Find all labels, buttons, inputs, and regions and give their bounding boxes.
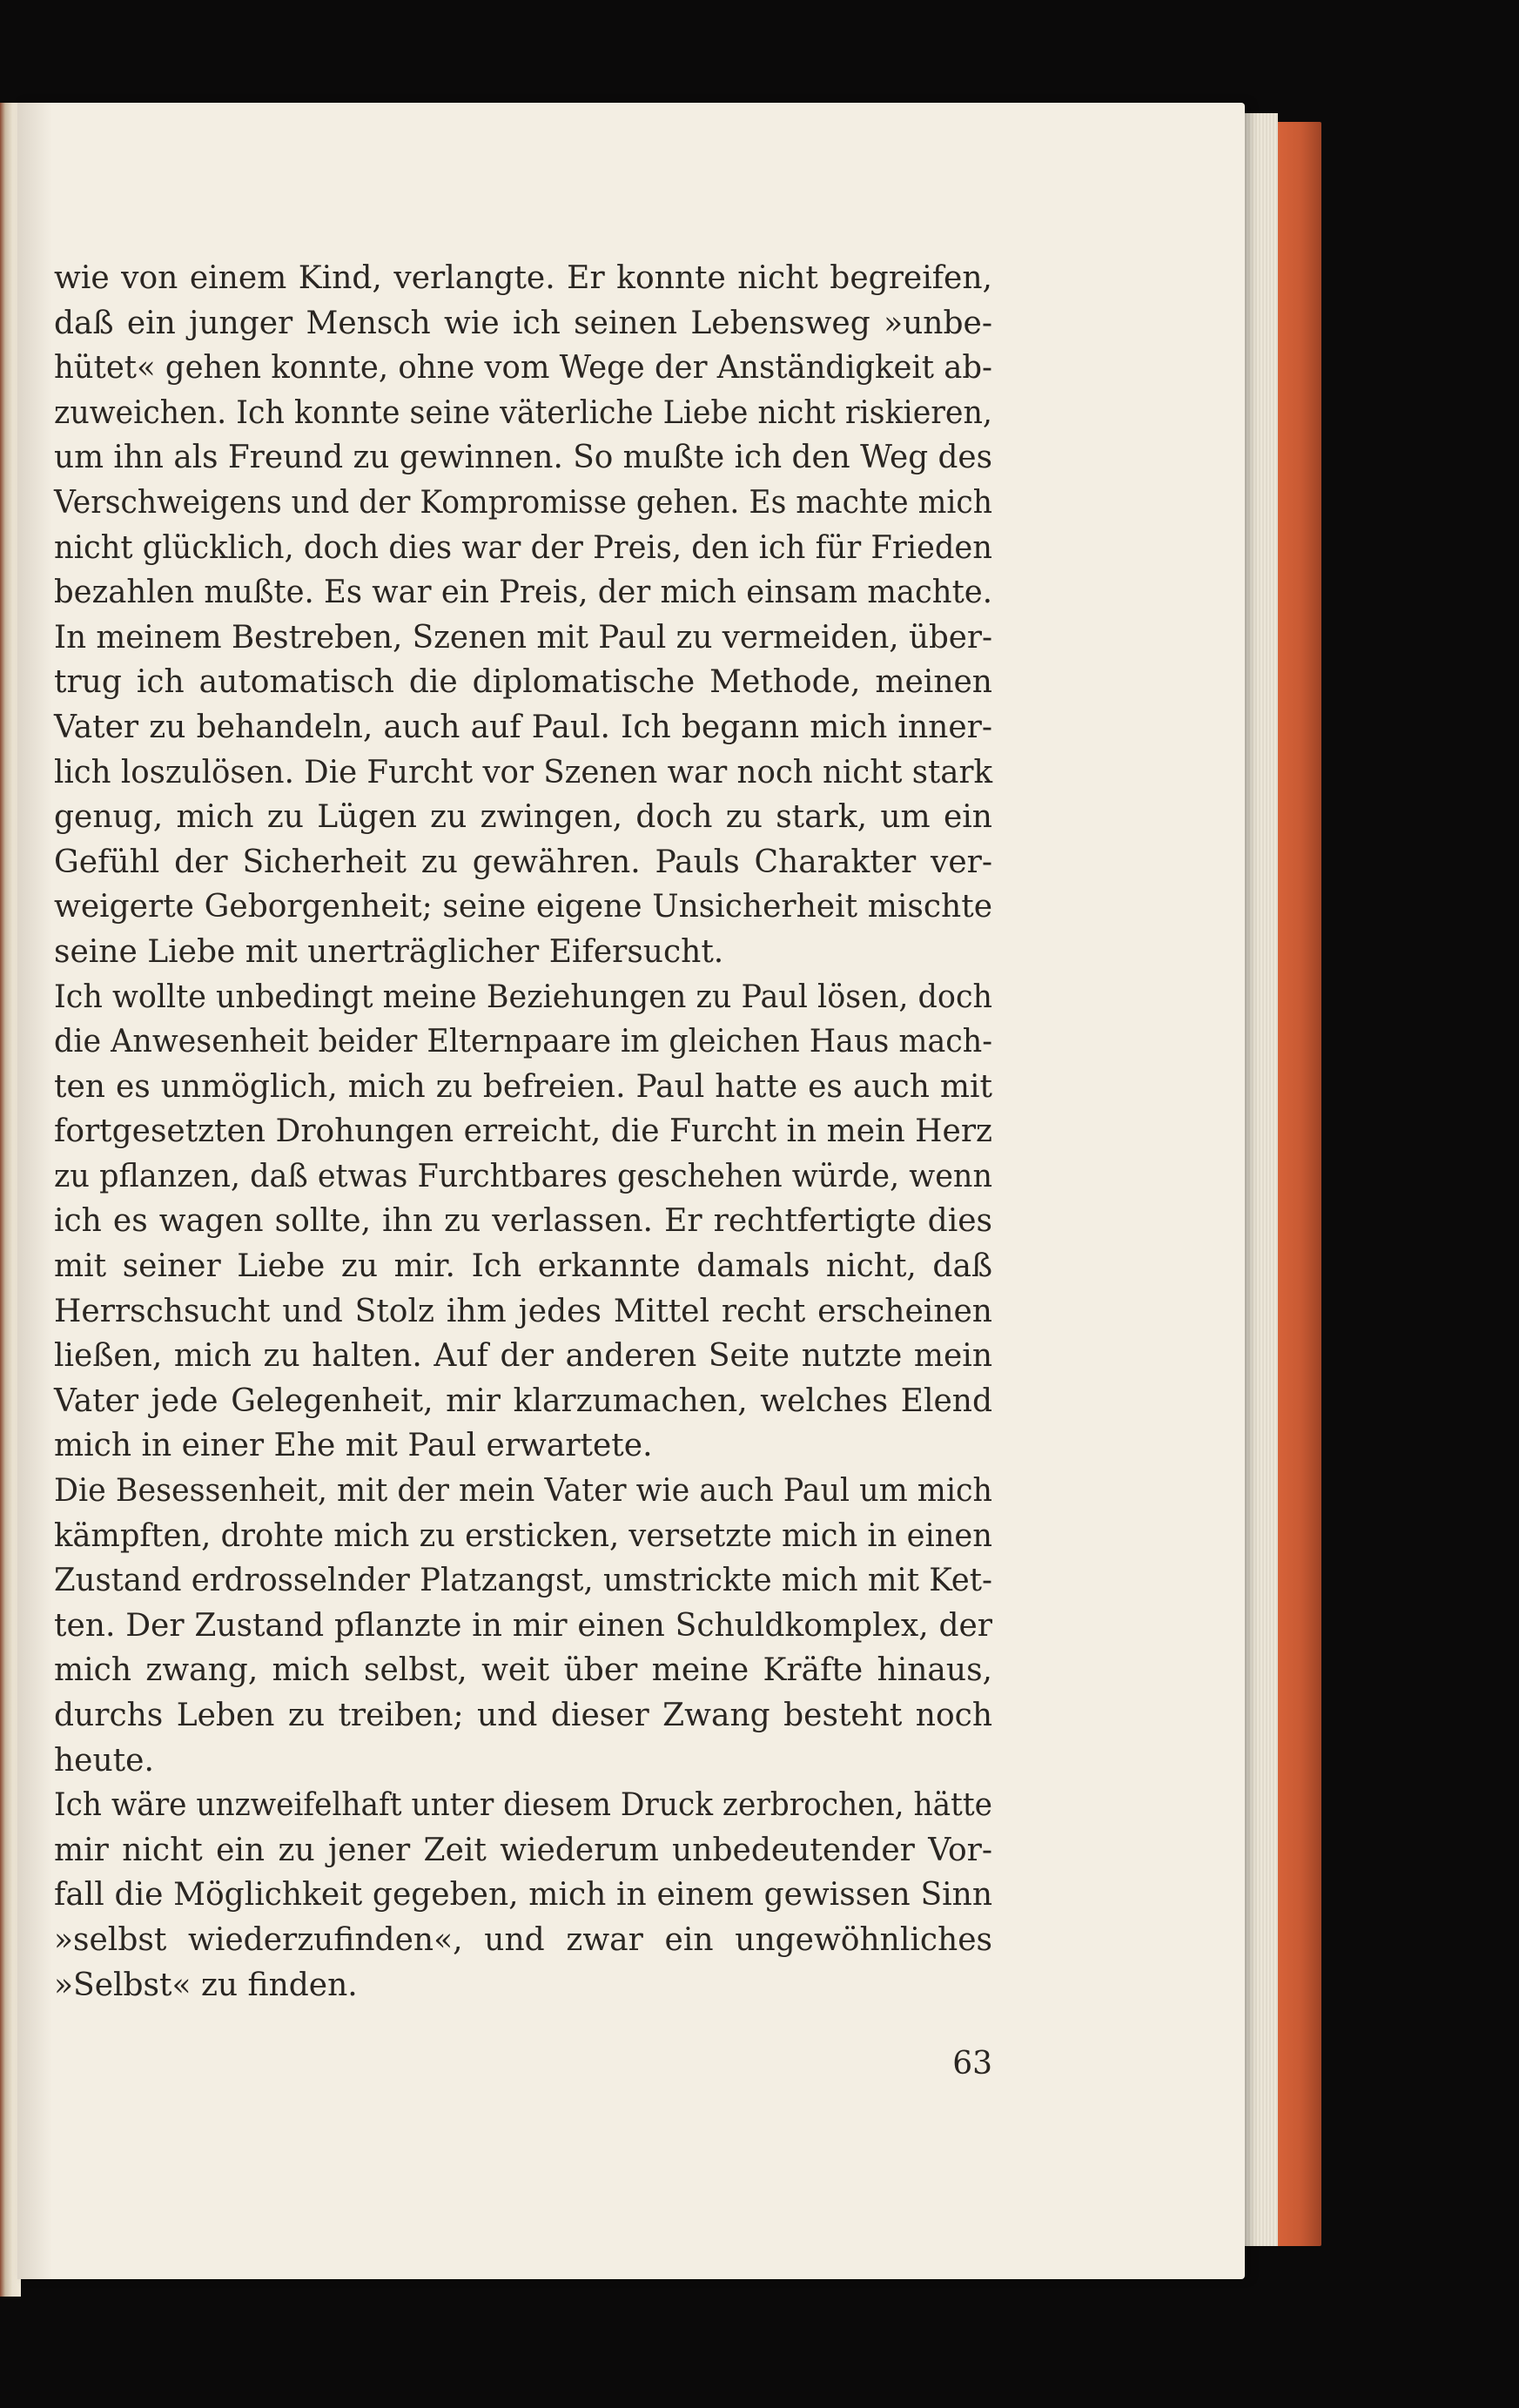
text-line: In meinem Bestreben, Szenen mit Paul zu vermeiden, über- (54, 619, 992, 656)
text-line: Vater zu behandeln, auch auf Paul. Ich begann mich inner- (54, 709, 992, 745)
book-page (17, 103, 1245, 2279)
text-line: fortgesetzten Drohungen erreicht, die Furcht in mein Herz (54, 1113, 992, 1150)
text-line: »selbst wiederzufinden«, und zwar ein ungewöhnliches (54, 1921, 992, 1958)
text-line: Ich wäre unzweifelhaft unter diesem Druck zerbrochen, hätte (54, 1787, 992, 1824)
page-number: 63 (952, 2046, 992, 2082)
text-line: ließen, mich zu halten. Auf der anderen Seite nutzte mein (54, 1338, 992, 1375)
text-line: nicht glücklich, doch dies war der Preis, den ich für Frieden (54, 529, 992, 566)
text-line: mit seiner Liebe zu mir. Ich erkannte damals nicht, daß (54, 1248, 992, 1285)
text-line: zu pflanzen, daß etwas Furchtbares geschehen würde, wenn (54, 1158, 992, 1194)
text-line: trug ich automatisch die diplomatische Methode, meinen (54, 664, 992, 701)
text-line: ten. Der Zustand pflanzte in mir einen Schuldkomplex, der (54, 1607, 992, 1644)
text-line: ich es wagen sollte, ihn zu verlassen. Er rechtfertigte dies (54, 1203, 992, 1240)
text-line: bezahlen mußte. Es war ein Preis, der mich einsam machte. (54, 575, 992, 611)
text-line: Verschweigens und der Kompromisse gehen. Es machte mich (54, 484, 992, 521)
text-line: mich in einer Ehe mit Paul erwartete. (54, 1428, 653, 1464)
text-line: um ihn als Freund zu gewinnen. So mußte ich den Weg des (54, 440, 992, 476)
text-line: Gefühl der Sicherheit zu gewähren. Pauls Charakter ver- (54, 844, 992, 880)
text-line: wie von einem Kind, verlangte. Er konnte nicht begreifen, (54, 260, 992, 296)
text-line: Die Besessenheit, mit der mein Vater wie auch Paul um mich (54, 1473, 992, 1510)
text-line: lich loszulösen. Die Furcht vor Szenen war noch nicht stark (54, 754, 992, 790)
text-line: seine Liebe mit unerträglicher Eifersucht. (54, 933, 724, 970)
text-line: hütet« gehen konnte, ohne vom Wege der Anständigkeit ab- (54, 350, 992, 387)
text-line: »Selbst« zu finden. (54, 1967, 358, 2003)
text-line: mich zwang, mich selbst, weit über meine Kräfte hinaus, (54, 1652, 992, 1689)
text-line: die Anwesenheit beider Elternpaare im gleichen Haus mach- (54, 1024, 992, 1060)
text-line: ten es unmöglich, mich zu befreien. Paul hatte es auch mit (54, 1068, 992, 1105)
text-line: kämpften, drohte mich zu ersticken, versetzte mich in einen (54, 1517, 992, 1554)
text-line: durchs Leben zu treiben; und dieser Zwang besteht noch (54, 1698, 992, 1733)
text-line: mir nicht ein zu jener Zeit wiederum unbedeutender Vor- (54, 1832, 992, 1868)
text-line: weigerte Geborgenheit; seine eigene Unsicherheit mischte (54, 889, 992, 925)
text-line: fall die Möglichkeit gegeben, mich in einem gewissen Sinn (54, 1877, 992, 1914)
text-line: daß ein junger Mensch wie ich seinen Lebensweg »unbe- (54, 305, 992, 341)
body-text (54, 256, 992, 2008)
text-line: Vater jede Gelegenheit, mir klarzumachen, welches Elend (54, 1382, 992, 1419)
text-line: genug, mich zu Lügen zu zwingen, doch zu stark, um ein (54, 799, 992, 836)
text-line: zuweichen. Ich konnte seine väterliche Liebe nicht riskieren, (54, 394, 992, 431)
text-line: Herrschsucht und Stolz ihm jedes Mittel recht erscheinen (54, 1293, 992, 1329)
text-line: Zustand erdrosselnder Platzangst, umstrickte mich mit Ket- (54, 1563, 992, 1599)
text-line: Ich wollte unbedingt meine Beziehungen zu Paul lösen, doch (54, 979, 992, 1015)
text-line: heute. (54, 1742, 154, 1779)
